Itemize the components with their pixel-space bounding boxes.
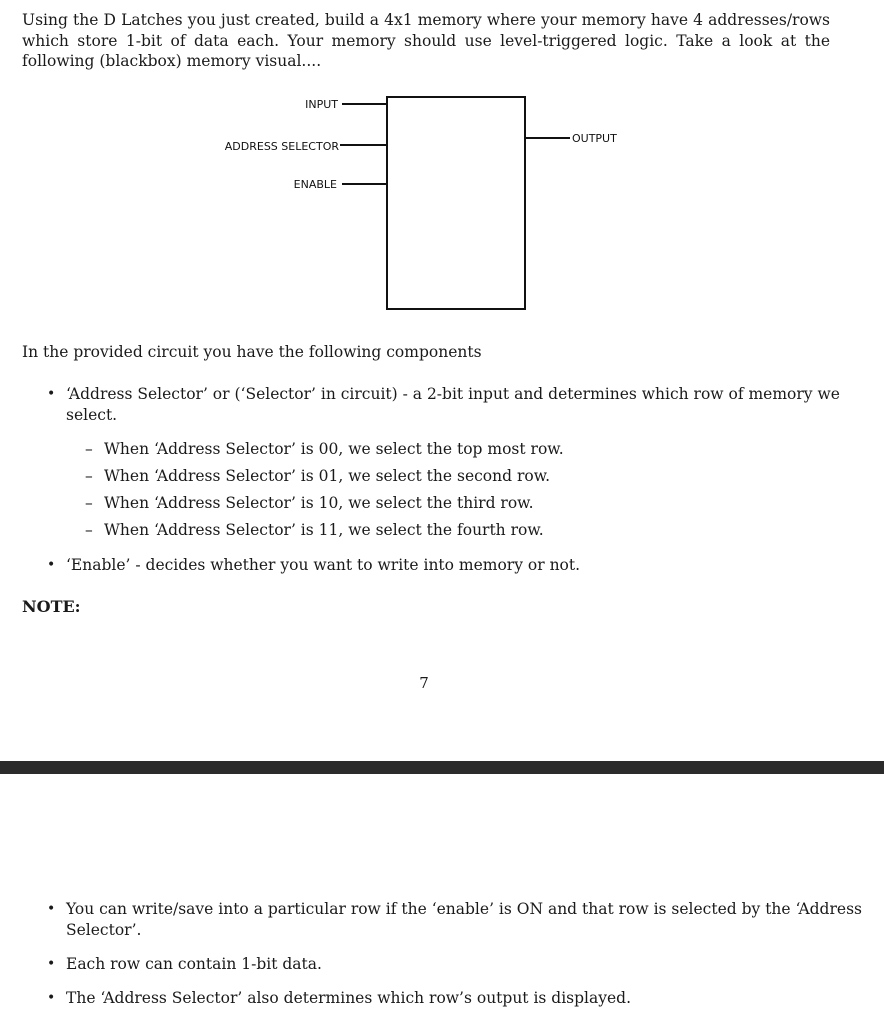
input-label: INPUT bbox=[305, 98, 338, 111]
memory-blackbox bbox=[387, 97, 525, 309]
bullet-icon: • bbox=[47, 990, 56, 1006]
bullet-icon: • bbox=[47, 956, 56, 972]
page-divider bbox=[0, 761, 884, 774]
page-8 bbox=[0, 774, 884, 1024]
enable-description: ‘Enable’ - decides whether you want to write into memory or not. bbox=[66, 556, 581, 574]
page-number: 7 bbox=[419, 674, 429, 692]
dash-icon: – bbox=[85, 467, 93, 485]
note-output: The ‘Address Selector’ also determines which row’s output is displayed. bbox=[66, 989, 632, 1007]
address-selector-line1: ‘Address Selector’ or (‘Selector’ in circuit) - a 2-bit input and determines which row of memory we bbox=[66, 385, 840, 403]
note-row-data: Each row can contain 1-bit data. bbox=[66, 955, 322, 973]
bullet-icon: • bbox=[47, 901, 56, 917]
note-heading: NOTE: bbox=[22, 597, 81, 616]
bullet-icon: • bbox=[47, 386, 56, 402]
address-selector-line2: select. bbox=[66, 405, 118, 424]
note-write-line1: You can write/save into a particular row if the ‘enable’ is ON and that row is selected by the ‘Address bbox=[66, 900, 862, 918]
intro-paragraph: Using the D Latches you just created, build a 4x1 memory where your memory have 4 addresses/rows which store 1-bit of data each. Your memory should use level-triggered logic. Take a look at the following (blackbox) memory visual.... bbox=[22, 11, 830, 70]
enable-label: ENABLE bbox=[293, 178, 337, 191]
dash-icon: – bbox=[85, 494, 93, 512]
address-case-00: When ‘Address Selector’ is 00, we select the top most row. bbox=[104, 440, 564, 458]
dash-icon: – bbox=[85, 440, 93, 458]
address-case-11: When ‘Address Selector’ is 11, we select the fourth row. bbox=[104, 521, 544, 539]
address-case-10: When ‘Address Selector’ is 10, we select the third row. bbox=[104, 494, 534, 512]
address-case-01: When ‘Address Selector’ is 01, we select the second row. bbox=[104, 467, 551, 485]
address-selector-label: ADDRESS SELECTOR bbox=[224, 140, 339, 153]
memory-blackbox-diagram bbox=[0, 0, 884, 330]
components-intro: In the provided circuit you have the following components bbox=[22, 343, 482, 361]
output-label: OUTPUT bbox=[572, 132, 617, 145]
note-write-line2: Selector’. bbox=[66, 920, 142, 939]
bullet-icon: • bbox=[47, 557, 56, 573]
dash-icon: – bbox=[85, 521, 93, 539]
